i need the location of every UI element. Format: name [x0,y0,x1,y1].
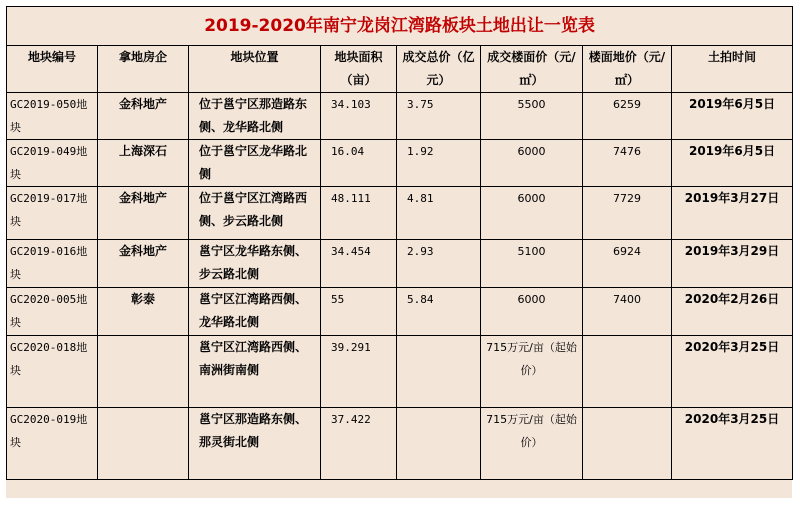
cell-location: 位于邕宁区龙华路北侧 [189,140,321,187]
cell-floor-price: 6000 [481,187,583,240]
cell-area: 34.103 [321,93,397,140]
header-date: 土拍时间 [672,46,793,93]
cell-location: 邕宁区江湾路西侧、龙华路北侧 [189,288,321,336]
cell-land-price: 6259 [583,93,672,140]
cell-area: 34.454 [321,240,397,288]
cell-code: GC2020-019地块 [7,408,98,480]
cell-location: 邕宁区江湾路西侧、南洲街南侧 [189,336,321,408]
cell-floor-price: 715万元/亩（起始价） [481,336,583,408]
cell-total: 1.92 [397,140,481,187]
cell-land-price [583,336,672,408]
cell-date: 2019年6月5日 [672,140,793,187]
table-row [7,288,793,336]
cell-code: GC2020-005地块 [7,288,98,336]
cell-area: 55 [321,288,397,336]
cell-code: GC2019-017地块 [7,187,98,240]
cell-developer: 金科地产 [98,187,189,240]
cell-total: 5.84 [397,288,481,336]
cell-code: GC2019-050地块 [7,93,98,140]
cell-developer: 彰泰 [98,288,189,336]
cell-code: GC2019-049地块 [7,140,98,187]
table-row [7,240,793,288]
header-area: 地块面积（亩） [321,46,397,93]
cell-area: 48.111 [321,187,397,240]
cell-area: 16.04 [321,140,397,187]
cell-floor-price: 6000 [481,140,583,187]
land-table-frame [6,6,792,498]
cell-date: 2019年3月29日 [672,240,793,288]
cell-area: 37.422 [321,408,397,480]
cell-code: GC2019-016地块 [7,240,98,288]
cell-total: 3.75 [397,93,481,140]
cell-floor-price: 5100 [481,240,583,288]
cell-land-price: 6924 [583,240,672,288]
cell-date: 2020年2月26日 [672,288,793,336]
cell-date: 2019年6月5日 [672,93,793,140]
table-row [7,140,793,187]
header-code: 地块编号 [7,46,98,93]
table-row [7,93,793,140]
cell-developer [98,408,189,480]
header-developer: 拿地房企 [98,46,189,93]
cell-floor-price: 5500 [481,93,583,140]
cell-land-price [583,408,672,480]
cell-code: GC2020-018地块 [7,336,98,408]
cell-date: 2020年3月25日 [672,408,793,480]
table-body [7,93,793,480]
cell-floor-price: 6000 [481,288,583,336]
cell-developer [98,336,189,408]
cell-location: 邕宁区那造路东侧、那灵街北侧 [189,408,321,480]
table-title: 2019-2020年南宁龙岗江湾路板块土地出让一览表 [7,7,793,46]
cell-location: 位于邕宁区江湾路西侧、步云路北侧 [189,187,321,240]
cell-date: 2020年3月25日 [672,336,793,408]
cell-floor-price: 715万元/亩（起始价） [481,408,583,480]
cell-area: 39.291 [321,336,397,408]
cell-land-price: 7729 [583,187,672,240]
cell-land-price: 7400 [583,288,672,336]
header-location: 地块位置 [189,46,321,93]
cell-developer: 金科地产 [98,240,189,288]
cell-date: 2019年3月27日 [672,187,793,240]
cell-land-price: 7476 [583,140,672,187]
header-land-price: 楼面地价（元/㎡） [583,46,672,93]
table-row [7,187,793,240]
cell-total: 4.81 [397,187,481,240]
cell-total [397,336,481,408]
cell-developer: 上海深石 [98,140,189,187]
table-row [7,408,793,480]
cell-total [397,408,481,480]
cell-location: 邕宁区龙华路东侧、步云路北侧 [189,240,321,288]
header-floor-price: 成交楼面价（元/㎡） [481,46,583,93]
header-total: 成交总价（亿元） [397,46,481,93]
header-row [7,46,793,93]
land-auction-table [6,6,793,480]
cell-location: 位于邕宁区那造路东侧、龙华路北侧 [189,93,321,140]
cell-total: 2.93 [397,240,481,288]
table-row [7,336,793,408]
cell-developer: 金科地产 [98,93,189,140]
